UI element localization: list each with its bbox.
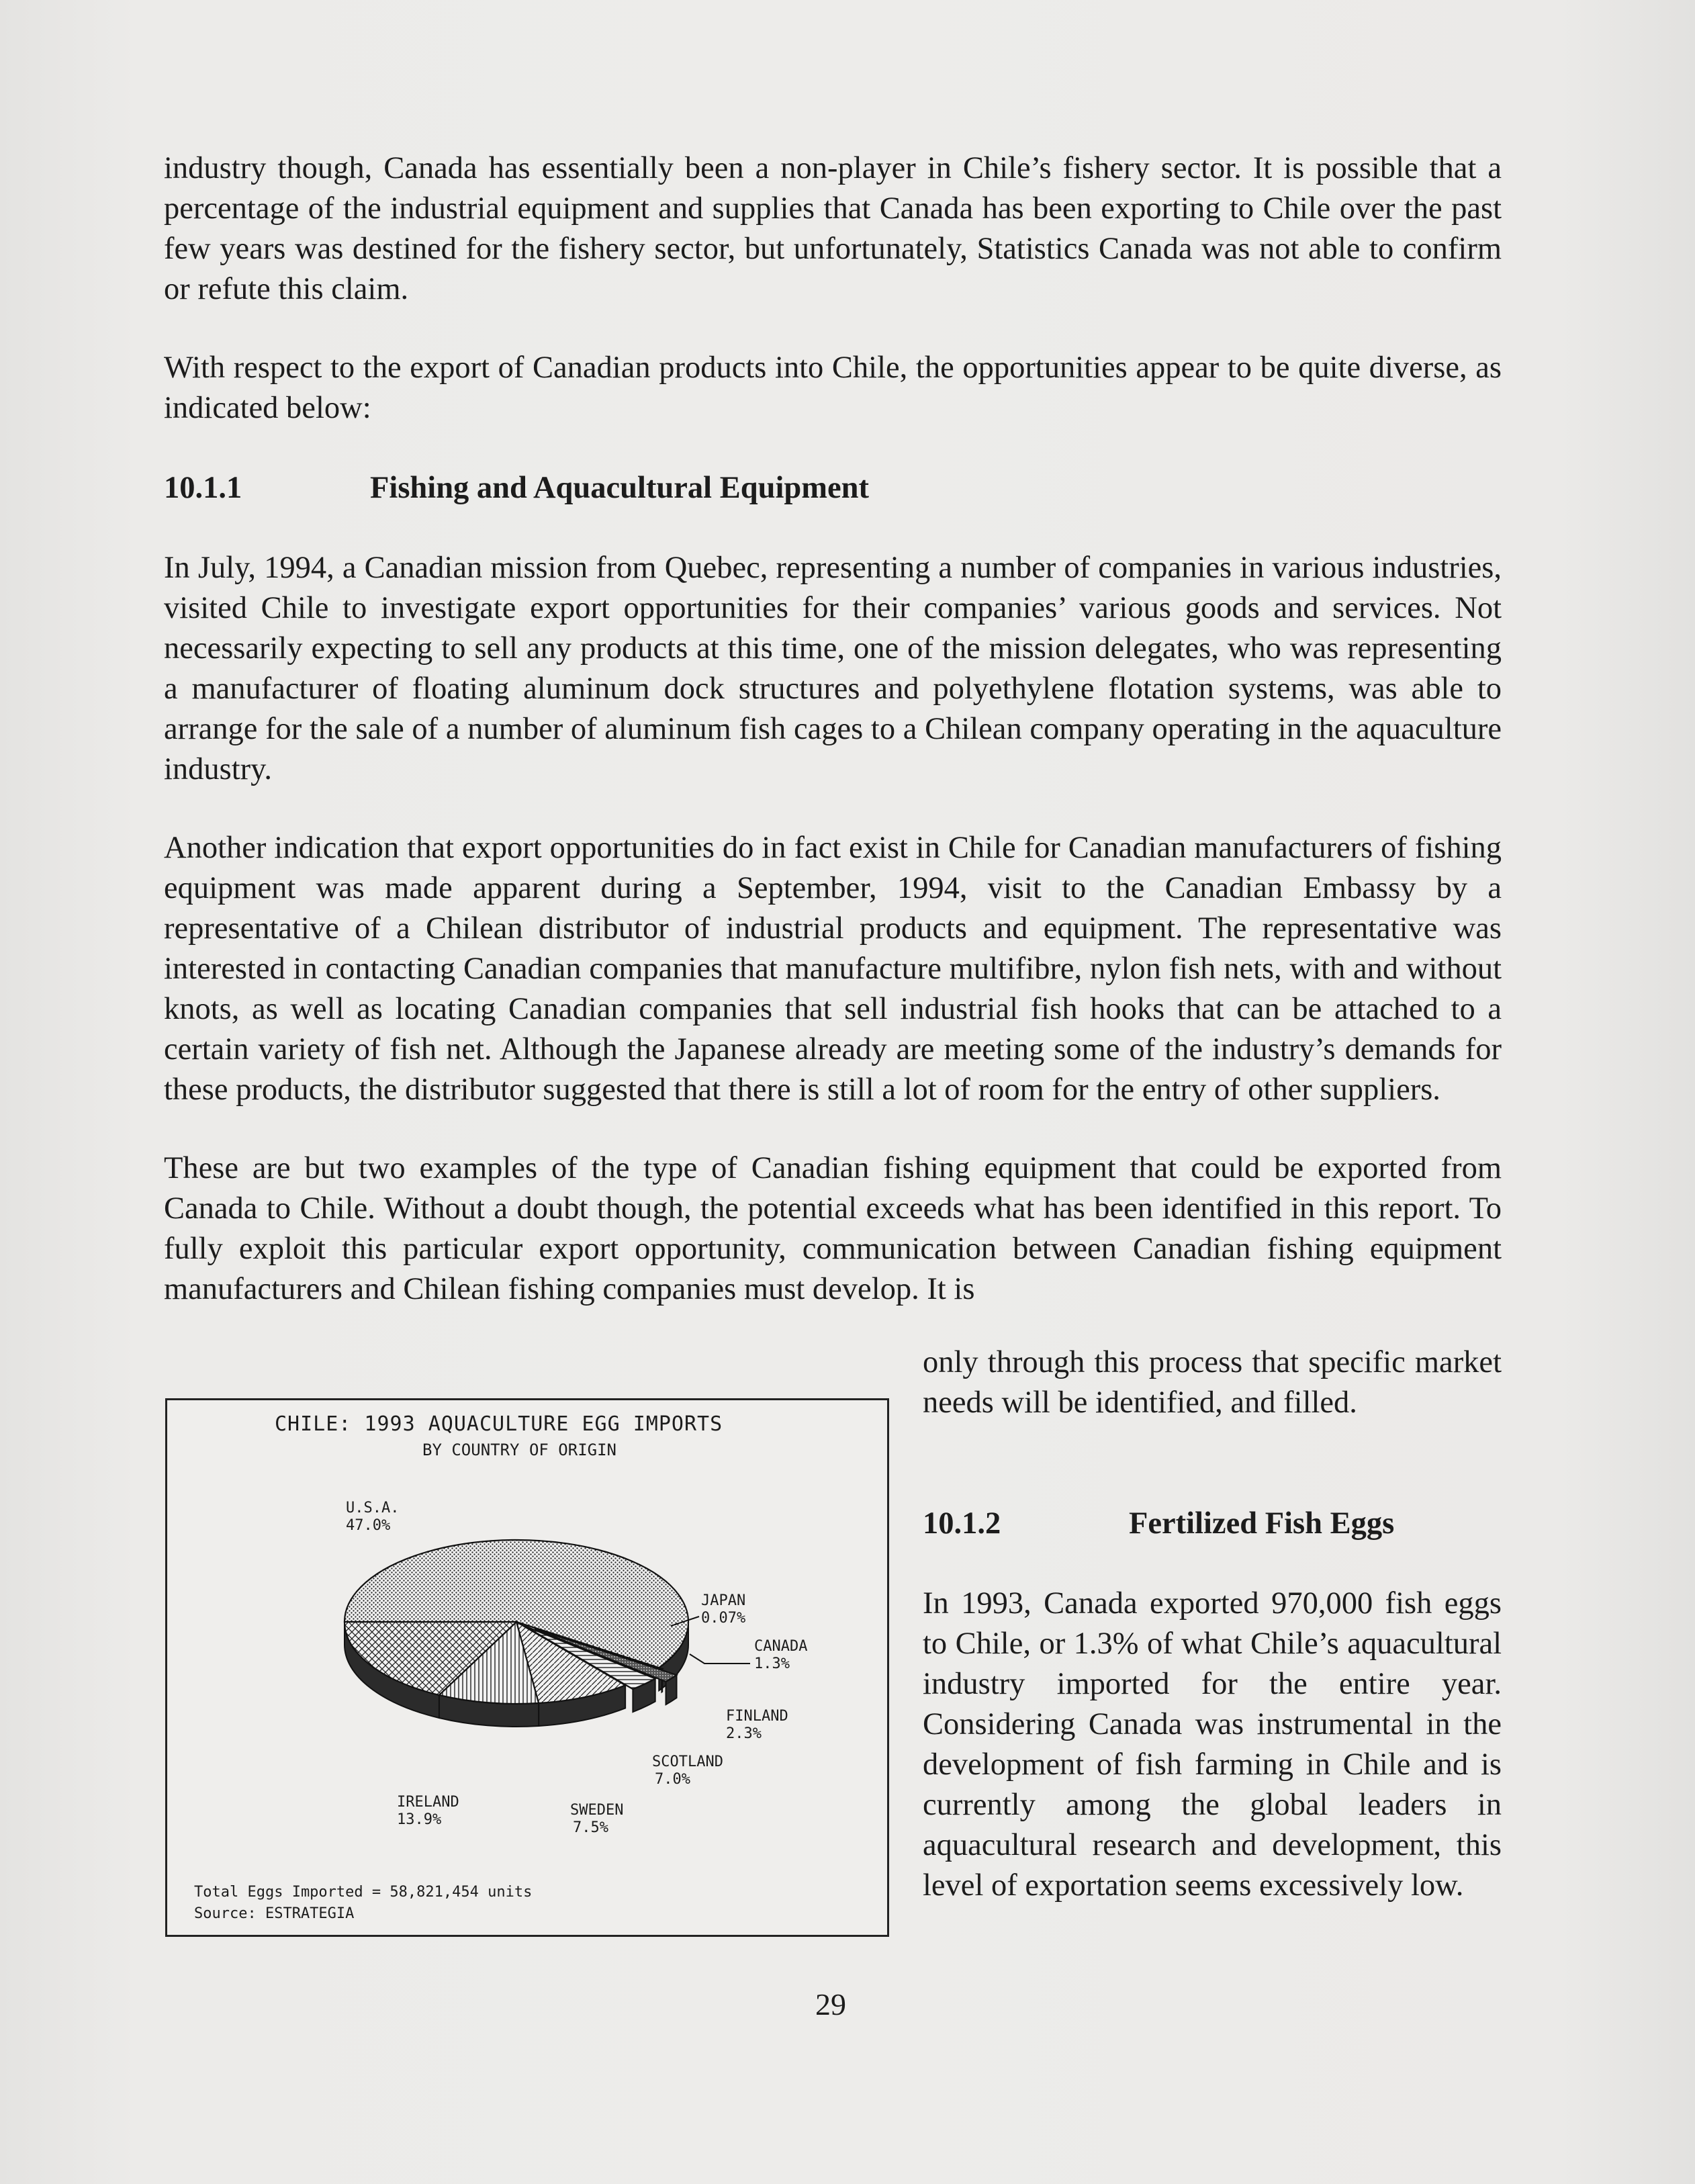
chart-total: Total Eggs Imported = 58,821,454 units: [194, 1884, 533, 1901]
section-number: 10.1.1: [164, 471, 242, 505]
section-title: Fertilized Fish Eggs: [1129, 1506, 1395, 1541]
slice-label-ireland: IRELAND: [397, 1794, 459, 1811]
page-number: 29: [815, 1987, 846, 2021]
slice-label-finland: FINLAND: [726, 1708, 788, 1725]
label-sweden: [570, 1802, 623, 1837]
section-title: Fishing and Aquacultural Equipment: [370, 471, 869, 505]
label-finland: [726, 1708, 788, 1743]
slice-value-canada: 1.3%: [754, 1655, 790, 1672]
body-text-upper: [164, 148, 1502, 428]
slice-label-sweden: SWEDEN: [570, 1802, 624, 1819]
slice-value-finland: 2.3%: [726, 1725, 762, 1742]
label-japan: [701, 1592, 745, 1627]
slice-value-usa: 47.0%: [346, 1517, 391, 1534]
slice-label-japan: JAPAN: [701, 1592, 746, 1609]
label-canada: [754, 1638, 807, 1673]
slice-value-ireland: 13.9%: [397, 1811, 442, 1828]
label-scotland: [652, 1754, 723, 1788]
label-ireland: [397, 1794, 459, 1829]
paragraph-5-continued: only through this process that specific market needs will be identified, and filled.: [923, 1345, 1502, 1420]
section-number: 10.1.2: [923, 1506, 1001, 1541]
slice-value-scotland: 7.0%: [655, 1771, 690, 1788]
chart-source: Source: ESTRATEGIA: [194, 1905, 355, 1922]
chart-subtitle: BY COUNTRY OF ORIGIN: [422, 1441, 616, 1459]
figure-pie-chart: [165, 1398, 889, 1937]
body-text-middle: [164, 548, 1502, 1310]
paragraph-5: These are but two examples of the type of Canadian fishing equipment that could be exported from Canada to Chile. Without a doubt though, the potential exceeds what has been identified in this report. To fully exploit this particular export opportunity, communication between Canadian fishing equipment manufacturers and Chilean fishing companies must develop. It is: [164, 1151, 1502, 1306]
chart-title: CHILE: 1993 AQUACULTURE EGG IMPORTS: [275, 1412, 723, 1436]
section-heading-10-1-1: [164, 468, 869, 508]
paragraph-2: With respect to the export of Canadian products into Chile, the opportunities appear to be quite diverse, as indicated below:: [164, 351, 1502, 425]
leader-line-canada: [690, 1654, 750, 1664]
paragraph-6: In 1993, Canada exported 970,000 fish eggs to Chile, or 1.3% of what Chile’s aquacultural industry imported for the entire year. Considering Canada was instrumental in the development of fish farming in Chile and is currently among the global leaders in aquacultural research and development, this level of exportation seems excessively low.: [923, 1586, 1502, 1903]
label-usa: [346, 1500, 399, 1535]
paragraph-4: Another indication that export opportunities do in fact exist in Chile for Canadian manufacturers of fishing equipment was made apparent during a September, 1994, visit to the Canadian Embassy by a representative of a Chilean distributor of industrial products and equipment. The representative was interested in contacting Canadian companies that manufacture multifibre, nylon fish nets, with and without knots, as well as locating Canadian companies that sell industrial fish hooks that can be attached to a certain variety of fish net. Although the Japanese already are meeting some of the industry’s demands for these products, the distributor suggested that there is still a lot of room for the entry of other suppliers.: [164, 831, 1502, 1107]
slice-label-canada: CANADA: [754, 1638, 808, 1655]
slice-value-japan: 0.07%: [701, 1610, 746, 1627]
paragraph-1: industry though, Canada has essentially been a non-player in Chile’s fishery sector. It is possible that a percentage of the industrial equipment and supplies that Canada has been exporting to Chile over the past few years was destined for the fishery sector, but unfortunately, Statistics Canada was not able to confirm or refute this claim.: [164, 151, 1502, 306]
slice-label-usa: U.S.A.: [346, 1500, 400, 1516]
paragraph-3: In July, 1994, a Canadian mission from Quebec, representing a number of companies in various industries, visited Chile to investigate export opportunities for their companies’ various goods and services. Not necessarily expecting to sell any products at this time, one of the mission delegates, who was representing a manufacturer of floating aluminum dock structures and polyethylene flotation systems, was able to arrange for the sale of a number of aluminum fish cages to a Chilean company operating in the aquaculture industry.: [164, 551, 1502, 786]
section-heading-10-1-2: [923, 1504, 1395, 1544]
slice-value-sweden: 7.5%: [573, 1819, 608, 1836]
slice-label-scotland: SCOTLAND: [652, 1754, 723, 1770]
pie-slices: [345, 1540, 750, 1727]
